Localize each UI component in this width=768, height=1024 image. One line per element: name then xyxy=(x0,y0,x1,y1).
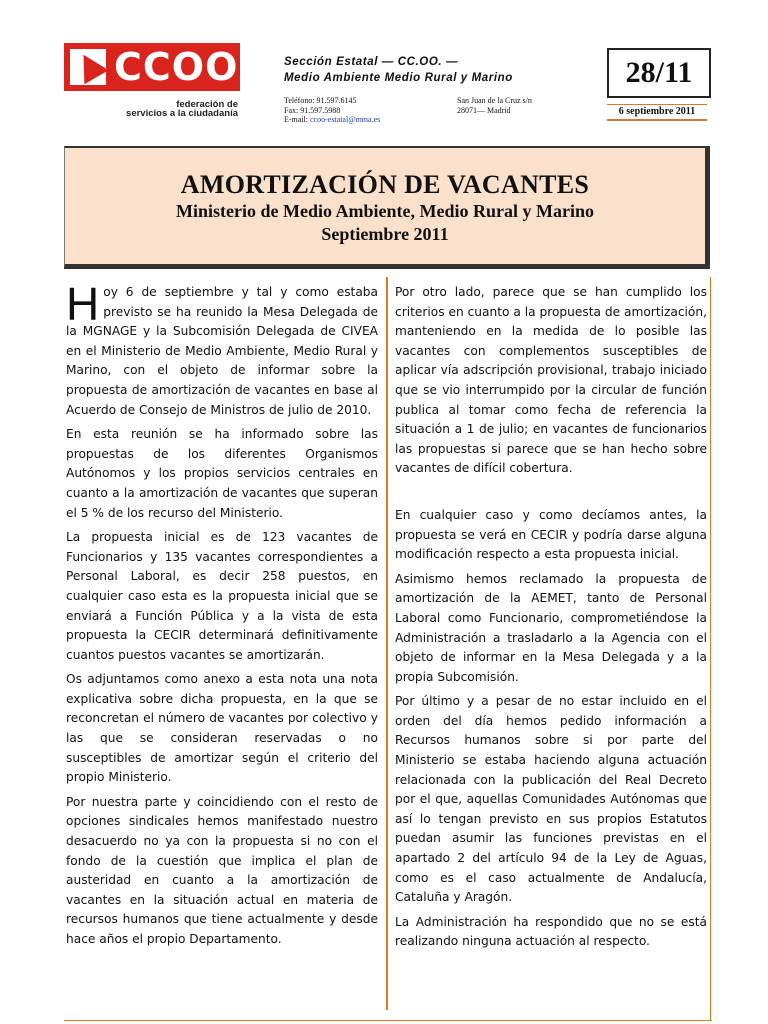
address-line2: 28071— Madrid xyxy=(457,105,511,115)
bottom-border xyxy=(64,1020,712,1021)
paragraph: La propuesta inicial es de 123 vacantes de Funcionarios y 135 vacantes correspondientes a Personal Laboral, es decir 258 puestos, en cualquier caso esta es la propuesta inicial que se enviará a Función Pública y a la vista de esta propuesta la CECIR determinará definitivamente cuantos puestos vacantes se amortizarán. xyxy=(66,530,378,662)
fax: Fax: 91.597.5988 xyxy=(284,105,341,115)
phone: Teléfono: 91.597.6145 xyxy=(284,96,357,105)
section-line2: Medio Ambiente Medio Rural y Marino xyxy=(284,72,513,84)
address-line1: San Juan de la Cruz s/n xyxy=(457,96,532,105)
banner-date: Septiembre 2011 xyxy=(321,224,449,244)
right-border xyxy=(710,277,711,1020)
section-line1: Sección Estatal — CC.OO. — xyxy=(284,56,459,68)
paragraph: Por nuestra parte y coincidiendo con el resto de opciones sindicales hemos manifestado nuestro desacuerdo no ya con la propuesta si no con el fondo de la cuestión que implica el plan de austeridad en cuanto a la amortización de vacantes en la situación actual en materia de recursos humanos que tiene actualmente y desde hace años el propio Departamento. xyxy=(66,794,378,946)
column-divider xyxy=(386,277,388,1010)
address xyxy=(457,96,532,115)
title-banner xyxy=(64,146,710,269)
right-column xyxy=(395,283,707,957)
paragraph: La Administración ha respondido que no se está realizando ninguna actuación al respecto. xyxy=(395,914,707,949)
paragraph: Os adjuntamos como anexo a esta nota una nota explicativa sobre dicha propuesta, en la que se reconcretan el número de vacantes por colectivo y las que se consideran reservadas o no susceptibles de amortizar según el criterio del propio Ministerio. xyxy=(66,672,378,785)
paragraph: En esta reunión se ha informado sobre las propuestas de los diferentes Organismos Autónomos y los propios servicios centrales en cuanto a la amortización de vacantes que superan el 5 % de los recurso del Ministerio. xyxy=(66,427,378,520)
federation-line2: servicios a la ciudadanía xyxy=(126,108,238,119)
email-label: E-mail: xyxy=(284,115,308,124)
paragraph: En cualquier caso y como decíamos antes, la propuesta se verá en CECIR y podría darse alguna modificación respecto a esta propuesta inicial. xyxy=(395,507,707,562)
email-row xyxy=(284,115,380,125)
issue-date: 6 septiembre 2011 xyxy=(607,104,707,121)
spacer xyxy=(395,484,707,506)
ccoo-logo-icon xyxy=(70,49,106,85)
federation-line1: federación de xyxy=(176,99,238,110)
paragraph xyxy=(66,278,378,420)
email-link[interactable]: ccoo-estatal@mma.es xyxy=(310,115,381,124)
paragraph: Asimismo hemos reclamado la propuesta de amortización de la AEMET, tanto de Personal Laboral como Funcionario, comprometiéndose la Administración a trasladarlo a la Agencia con el objeto de informar en la Mesa Delegada y a la propia Subcomisión. xyxy=(395,571,707,684)
federation-name xyxy=(90,100,238,118)
paragraph: Por último y a pesar de no estar incluido en el orden del día hemos pedido información a Recursos humanos sobre si por parte del Ministerio se estaba haciendo alguna actuación relacionada con la publicación del Real Decreto por el que, aquellas Comunidades Autónomas que así lo tengan previsto en sus propios Estatutos puedan asumir las funciones previstas en el apartado 2 del artículo 94 de la Ley de Aguas, como es el caso actualmente de Andalucía, Cataluña y Aragón. xyxy=(395,694,707,905)
section-title xyxy=(284,54,513,86)
drop-cap: H xyxy=(66,278,100,330)
page-subtitle: Ministerio de Medio Ambiente, Medio Rural y Marino xyxy=(176,201,594,221)
page-title: AMORTIZACIÓN DE VACANTES xyxy=(180,170,590,199)
contact-info xyxy=(284,96,380,125)
paragraph-text: oy 6 de septiembre y tal y como estaba previsto se ha reunido la Mesa Delegada de la MGNAGE y la Subcomisión Delegada de CIVEA en el Ministerio de Medio Ambiente, Medio Rural y Marino, con el objeto de informar sobre la propuesta de amortización de vacantes en base al Acuerdo de Consejo de Ministros de julio de 2010. xyxy=(66,285,378,417)
left-column xyxy=(66,278,378,955)
ccoo-logo xyxy=(64,43,240,91)
issue-number: 28/11 xyxy=(607,48,711,98)
paragraph: Por otro lado, parece que se han cumplido los criterios en cuanto a la propuesta de amortización, manteniendo en la medida de lo posible las vacantes con complementos susceptibles de aplicar vía adscripción provisional, trabajo iniciado que se vio interrumpido por la circular de función publica al tomar como fecha de referencia la situación a 1 de julio; en vacantes de funcionarios las propuestas si parece que se han hecho sobre vacantes de difícil cobertura. xyxy=(395,285,707,476)
logo-text: CCOO xyxy=(114,45,239,89)
